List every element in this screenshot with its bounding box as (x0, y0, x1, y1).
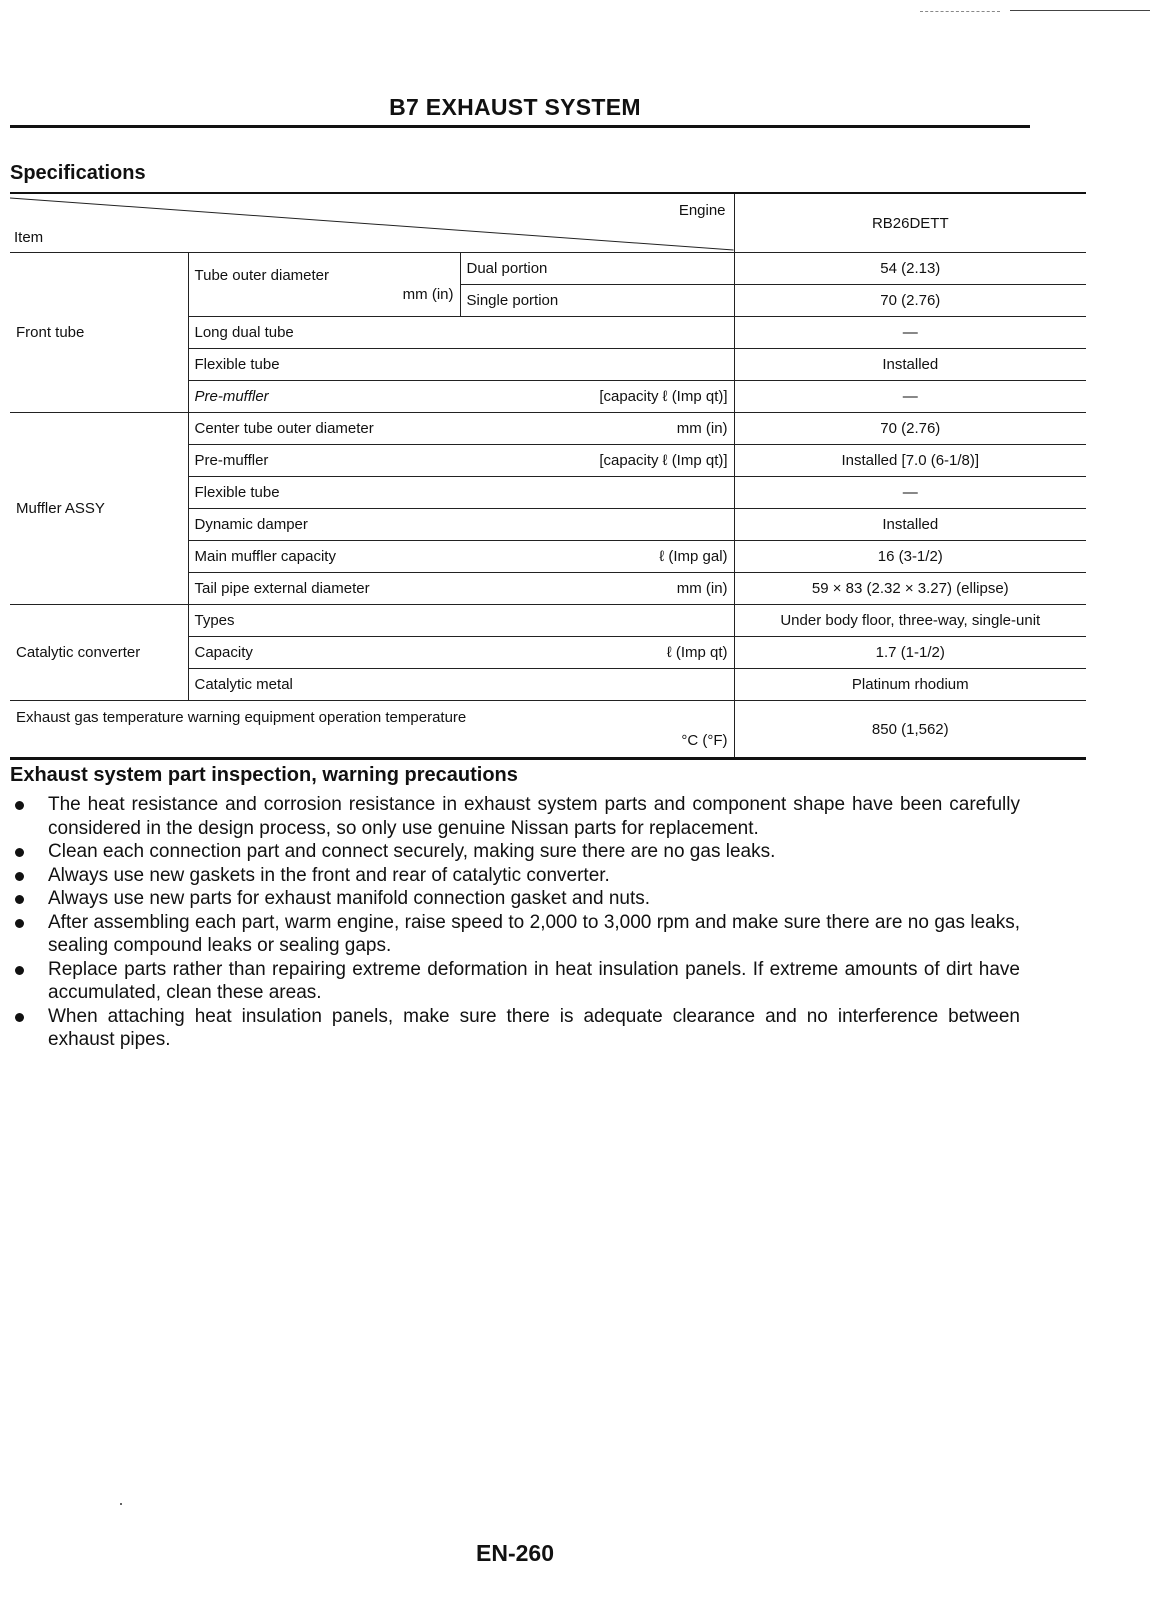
catalytic-metal-label: Catalytic metal (188, 669, 734, 701)
center-tube-label: Center tube outer diameter (194, 420, 374, 437)
catalytic-metal-value: Platinum rhodium (734, 669, 1086, 701)
specifications-table (10, 192, 1086, 760)
front-pre-muffler-label: Pre-muffler (194, 388, 269, 405)
long-dual-tube-label: Long dual tube (188, 317, 734, 349)
muffler-flexible-tube-value: — (734, 477, 1086, 509)
tail-pipe-value: 59 × 83 (2.32 × 3.27) (ellipse) (734, 573, 1086, 605)
capacity-value: 1.7 (1-1/2) (734, 637, 1086, 669)
front-flexible-tube-value: Installed (734, 349, 1086, 381)
long-dual-tube-value: — (734, 317, 1086, 349)
muffler-assy-category: Muffler ASSY (10, 413, 188, 605)
tube-outer-diameter-label: Tube outer diameter (194, 266, 330, 284)
exhaust-temp-value: 850 (1,562) (734, 701, 1086, 759)
item-label: Item (14, 229, 44, 246)
front-pre-muffler-unit: [capacity ℓ (Imp qt)] (599, 388, 728, 405)
engine-label: Engine (678, 202, 726, 219)
muffler-pre-muffler-unit: [capacity ℓ (Imp qt)] (599, 452, 728, 469)
list-item: Always use new gaskets in the front and rear of catalytic converter. (10, 864, 1020, 888)
muffler-pre-muffler-label: Pre-muffler (194, 452, 269, 469)
single-portion-value: 70 (2.76) (734, 285, 1086, 317)
table-row (10, 701, 1086, 759)
scan-artifact-line (920, 11, 1000, 12)
main-muffler-value: 16 (3-1/2) (734, 541, 1086, 573)
table-header-row (10, 193, 1086, 253)
tail-pipe-label: Tail pipe external diameter (194, 580, 370, 597)
dynamic-damper-label: Dynamic damper (188, 509, 734, 541)
dynamic-damper-value: Installed (734, 509, 1086, 541)
tube-outer-diameter-cell (188, 253, 460, 317)
front-tube-category: Front tube (10, 253, 188, 413)
front-flexible-tube-label: Flexible tube (188, 349, 734, 381)
header-rule (1010, 10, 1150, 11)
title-underline (10, 125, 1030, 128)
engine-value: RB26DETT (734, 193, 1086, 253)
list-item: Clean each connection part and connect securely, making sure there are no gas leaks. (10, 840, 1020, 864)
muffler-pre-muffler-value: Installed [7.0 (6-1/8)] (734, 445, 1086, 477)
table-row (10, 253, 1086, 285)
muffler-flexible-tube-label: Flexible tube (188, 477, 734, 509)
tail-pipe-cell (188, 573, 734, 605)
capacity-unit: ℓ (Imp qt) (666, 644, 728, 661)
center-tube-unit: mm (in) (676, 420, 728, 437)
catalytic-converter-category (10, 605, 188, 701)
table-row (10, 413, 1086, 445)
single-portion-label: Single portion (460, 285, 734, 317)
header-diagonal-cell (10, 193, 734, 253)
tail-pipe-unit: mm (in) (676, 580, 728, 597)
exhaust-temp-label: Exhaust gas temperature warning equipment operation temperature (16, 709, 467, 726)
main-muffler-cell (188, 541, 734, 573)
dual-portion-label: Dual portion (460, 253, 734, 285)
tube-outer-diameter-unit: mm (in) (402, 285, 454, 303)
list-item: When attaching heat insulation panels, make sure there is adequate clearance and no interference between exhaust pipes. (10, 1005, 1020, 1052)
main-muffler-unit: ℓ (Imp gal) (659, 548, 728, 565)
front-pre-muffler-value: — (734, 381, 1086, 413)
capacity-label: Capacity (194, 644, 253, 661)
capacity-cell (188, 637, 734, 669)
precautions-heading: Exhaust system part inspection, warning precautions (10, 764, 518, 786)
list-item: The heat resistance and corrosion resistance in exhaust system parts and component shape have been carefully considered in the design process, so only use genuine Nissan parts for replacement. (10, 793, 1020, 840)
list-item: Replace parts rather than repairing extreme deformation in heat insulation panels. If extreme amounts of dirt have accumulated, clean these areas. (10, 958, 1020, 1005)
specifications-heading: Specifications (10, 162, 146, 184)
muffler-pre-muffler-cell (188, 445, 734, 477)
dual-portion-value: 54 (2.13) (734, 253, 1086, 285)
scan-speck (120, 1503, 122, 1505)
list-item: Always use new parts for exhaust manifold connection gasket and nuts. (10, 887, 1020, 911)
page-title: B7 EXHAUST SYSTEM (389, 94, 641, 120)
table-row (10, 605, 1086, 637)
precautions-list (10, 793, 1020, 1052)
page-number: EN-260 (476, 1540, 554, 1566)
exhaust-temp-unit: °C (°F) (681, 732, 728, 749)
exhaust-temp-cell (10, 701, 734, 759)
main-muffler-label: Main muffler capacity (194, 548, 336, 565)
list-item: After assembling each part, warm engine, raise speed to 2,000 to 3,000 rpm and make sure there are no gas leaks, sealing compound leaks or sealing gaps. (10, 911, 1020, 958)
center-tube-value: 70 (2.76) (734, 413, 1086, 445)
header-diagonal-line (10, 194, 734, 252)
types-label: Types (188, 605, 734, 637)
types-value: Under body floor, three-way, single-unit (734, 605, 1086, 637)
center-tube-cell (188, 413, 734, 445)
catalytic-converter-label: Catalytic converter (16, 644, 141, 661)
front-pre-muffler-cell (188, 381, 734, 413)
